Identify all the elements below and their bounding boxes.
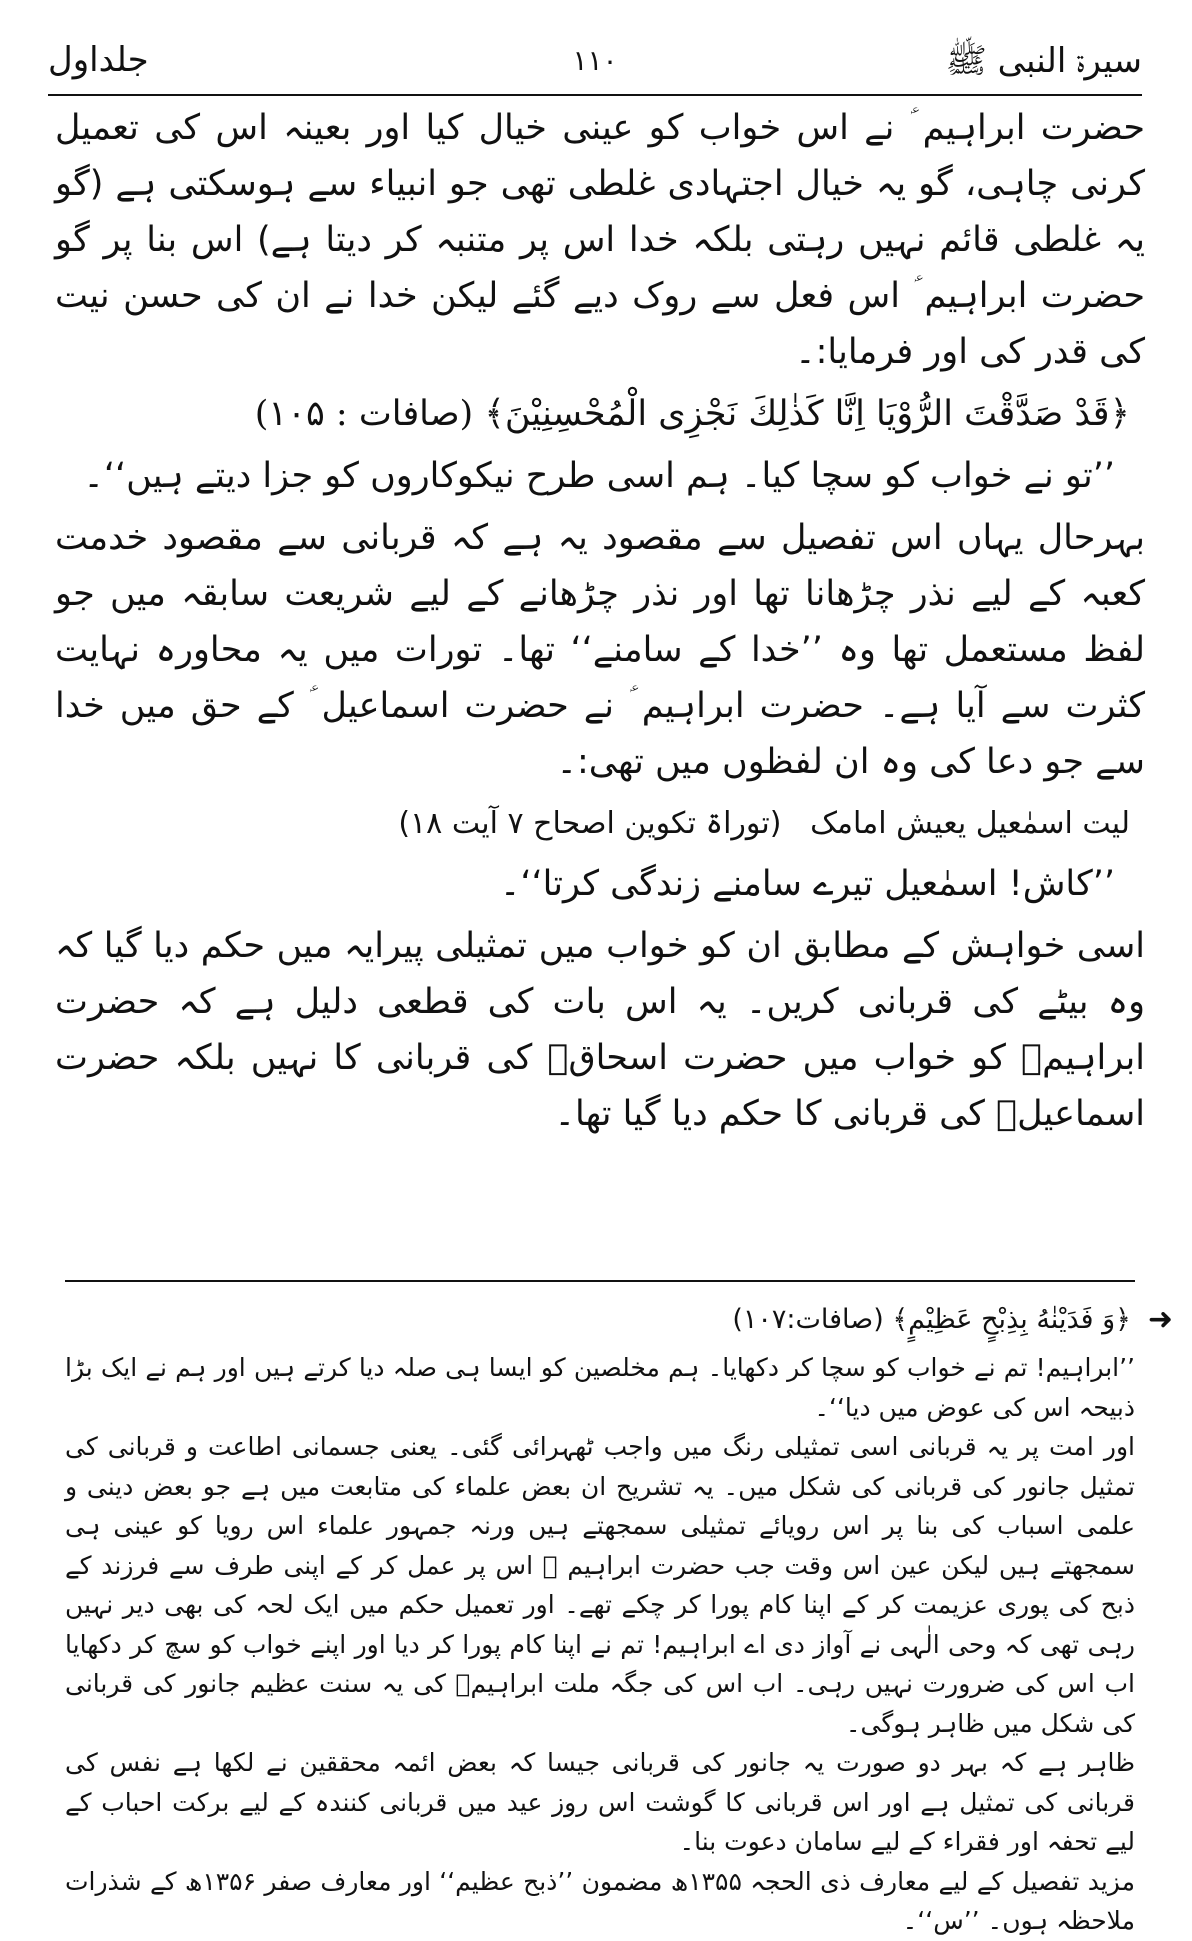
page-header xyxy=(48,40,1142,90)
footnote-verse-text: ﴿وَ فَدَيْنٰهُ بِذِبْحٍ عَظِيْمٍ﴾ xyxy=(892,1304,1131,1335)
translation-2: ’’کاش! اسمٰعیل تیرے سامنے زندگی کرتا‘‘۔ xyxy=(499,864,1115,904)
torah-reference: (توراۃ تکوین اصحاح ۷ آیت ۱۸) xyxy=(398,806,782,841)
paragraph-2: بہرحال یہاں اس تفصیل سے مقصود یہ ہے کہ قربانی سے مقصود خدمت کعبہ کے لیے نذر چڑھانا تھا اور نذر چڑھانے کے لیے شریعت سابقہ میں جو لفظ مستعمل تھا وہ ’’خدا کے سامنے‘‘ تھا۔ تورات میں یہ محاورہ نہایت کثرت سے آیا ہے۔ حضرت ابراہیم ؑ نے حضرت اسماعیل ؑ کے حق میں خدا سے جو دعا کی وہ ان لفظوں میں تھی:۔ xyxy=(55,518,1145,782)
volume-label: جلداول xyxy=(48,40,149,80)
footnote-divider xyxy=(65,1280,1135,1282)
quran-verse-1 xyxy=(55,386,1130,442)
page-number: ۱۱۰ xyxy=(572,44,618,77)
verse-text: ﴿قَدْ صَدَّقْتَ الرُّوْيَا اِنَّا كَذٰلِكَ نَجْزِی الْمُحْسِنِيْنَ﴾ xyxy=(484,394,1130,434)
verse-reference: (صافات : ۱۰۵) xyxy=(254,394,474,434)
paragraph-1: حضرت ابراہیم ؑ نے اس خواب کو عینی خیال کیا اور بعینہ اس کی تعمیل کرنی چاہی، گو یہ خیال اجتہادی غلطی تھی جو انبیاء سے ہوسکتی ہے (گو یہ غلطی قائم نہیں رہتی بلکہ خدا اس پر متنبہ کر دیتا ہے) اس بنا پر گو حضرت ابراہیم ؑ اس فعل سے روک دیے گئے لیکن خدا نے ان کی حسن نیت کی قدر کی اور فرمایا:۔ xyxy=(55,108,1145,372)
arrow-icon: ➜ xyxy=(1147,1302,1173,1337)
footnote-line-2: اور امت پر یہ قربانی اسی تمثیلی رنگ میں واجب ٹھہرائی گئی۔ یعنی جسمانی اطاعت و قربانی کی تمثیل جانور کی قربانی کی شکل میں۔ یہ تشریح ان بعض علماء کی متابعت میں ہے جو بعض دینی و علمی اسباب کی بنا پر اس رویائے تمثیلی سمجھتے ہیں ورنہ جمہور علماء اس رویا کو عینی ہی سمجھتے ہیں لیکن عین اس وقت جب حضرت ابراہیم ؑ اس پر عمل کر کے اپنی طرف سے فرزند کے ذبح کی پوری عزیمت کر کے اپنا کام پورا کر چکے تھے۔ اور تعمیل حکم میں ایک لحہ کی بھی دیر نہیں رہی تھی کہ وحی الٰہی نے آواز دی اے ابراہیم! تم نے اپنا کام پورا کر دیا اور اپنے خواب کو سچ کر دکھایا اب اس کی ضرورت نہیں رہی۔ اب اس کی جگہ ملت ابراہیمؑ کی یہ سنت عظیم جانور کی قربانی کی شکل میں ظاہر ہوگی۔ xyxy=(65,1432,1135,1738)
footnote-line-4: مزید تفصیل کے لیے معارف ذی الحجہ ۱۳۵۵ھ مضمون ’’ذبح عظیم‘‘ اور معارف صفر ۱۳۵۶ھ کے شذرات ملاحظہ ہوں۔ ’’س‘‘۔ xyxy=(65,1866,1135,1935)
main-text xyxy=(55,100,1145,1148)
footnote-line-1: ’’ابراہیم! تم نے خواب کو سچا کر دکھایا۔ ہم مخلصین کو ایسا ہی صلہ دیا کرتے ہیں اور ہم نے ایک بڑا ذبیحہ اس کی عوض میں دیا‘‘۔ xyxy=(65,1353,1135,1422)
paragraph-3: اسی خواہش کے مطابق ان کو خواب میں تمثیلی پیرایہ میں حکم دیا گیا کہ وہ بیٹے کی قربانی کریں۔ یہ اس بات کی قطعی دلیل ہے کہ حضرت ابراہیمؑ کو خواب میں حضرت اسحاقؑ کی قربانی کا نہیں بلکہ حضرت اسماعیلؑ کی قربانی کا حکم دیا گیا تھا۔ xyxy=(55,926,1145,1134)
book-title: سیرۃ النبی ﷺ xyxy=(945,41,1142,81)
translation-1: ’’تو نے خواب کو سچا کیا۔ ہم اسی طرح نیکوکاروں کو جزا دیتے ہیں‘‘۔ xyxy=(83,456,1115,496)
footnote-verse-reference: (صافات:۱۰۷) xyxy=(732,1304,884,1335)
footnotes xyxy=(65,1298,1173,1941)
torah-quote xyxy=(55,796,1130,852)
footnote-line-3: ظاہر ہے کہ بہر دو صورت یہ جانور کی قربانی جیسا کہ بعض ائمہ محققین نے لکھا ہے نفس کی قربانی کی تمثیل ہے اور اس قربانی کا گوشت اس روز عید میں قربانی کنندہ کے لیے برکت احباب کے لیے تحفہ اور فقراء کے لیے سامان دعوت بنا۔ xyxy=(65,1748,1135,1856)
header-rule xyxy=(48,94,1142,96)
footnote-verse xyxy=(65,1298,1173,1342)
torah-text: لیت اسمٰعیل یعیش امامک xyxy=(810,806,1130,841)
